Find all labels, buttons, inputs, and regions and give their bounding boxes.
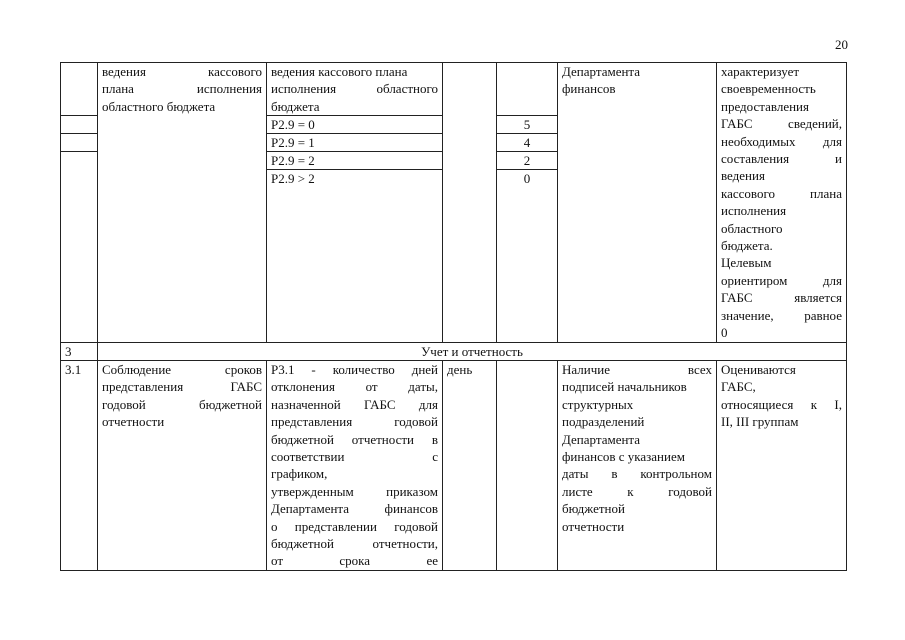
comment-line: своевременность <box>721 81 816 97</box>
formula-line: бюджетной отчетности, <box>271 535 438 551</box>
formula-line: утвержденным приказом <box>271 483 438 499</box>
comment-line: бюджета. <box>721 238 773 254</box>
score-cell <box>497 360 558 569</box>
criterion-name-line: отчетности <box>102 414 165 430</box>
score-value: 0 <box>497 169 557 187</box>
source-line: финансов с указанием <box>562 448 685 464</box>
source-line: структурных <box>562 396 634 412</box>
section-row <box>61 342 847 360</box>
source-cell <box>558 360 717 569</box>
formula-line: Р3.1 - количество дней <box>271 361 438 377</box>
source-line: подразделений <box>562 414 645 430</box>
source-line: даты в контрольном <box>562 466 712 482</box>
comment-line: Целевым <box>721 255 772 271</box>
comment-line: ГАБС является <box>721 290 842 306</box>
formula-line: назначенной ГАБС для <box>271 396 438 412</box>
comment-line: II, III группам <box>721 414 799 430</box>
criterion-name-line: годовой бюджетной <box>102 396 262 412</box>
formula-line: Департамента финансов <box>271 501 438 517</box>
formula-line: графиком, <box>271 466 328 482</box>
comment-line: ведения <box>721 168 765 184</box>
section-number: 3 <box>61 342 98 360</box>
comment-line: предоставления <box>721 98 809 114</box>
comment-line: кассового плана <box>721 185 842 201</box>
formula-line: соответствии с <box>271 448 438 464</box>
comment-line: ГАБС, <box>721 379 756 395</box>
comment-line: значение, равное <box>721 307 842 323</box>
row-number-cell <box>61 63 98 343</box>
criterion-name-line: Соблюдение сроков <box>102 361 262 377</box>
score-cell <box>497 63 558 343</box>
score-value: 2 <box>497 151 557 169</box>
criterion-name-line: областного бюджета <box>102 98 216 114</box>
comment-line: составления и <box>721 151 842 167</box>
table-bottom-border <box>61 570 847 571</box>
comment-line: Оцениваются <box>721 361 796 377</box>
formula-option: Р2.9 = 2 <box>267 151 442 169</box>
formula-cell <box>267 360 443 569</box>
comment-line: 0 <box>721 325 728 341</box>
row-number: 3.1 <box>61 360 98 569</box>
formula-line: о представлении годовой <box>271 518 438 534</box>
source-line: Департамента <box>562 64 641 79</box>
formula-cell <box>267 63 443 343</box>
formula-line: отклонения от даты, <box>271 379 438 395</box>
criterion-name-cell <box>98 360 267 569</box>
score-value: 5 <box>497 115 557 133</box>
source-line: бюджетной <box>562 501 625 517</box>
source-line: подписей начальников <box>562 379 687 395</box>
source-line: листе к годовой <box>562 483 712 499</box>
criterion-name-cell <box>98 63 267 343</box>
comment-line: ГАБС сведений, <box>721 116 842 132</box>
comment-line: ориентиром для <box>721 272 842 288</box>
formula-option: Р2.9 = 1 <box>267 133 442 151</box>
comment-line: относящиеся к I, <box>721 396 842 412</box>
comment-line: необходимых для <box>721 133 842 149</box>
section-title: Учет и отчетность <box>98 342 847 360</box>
source-line: Департамента <box>562 431 641 447</box>
comment-cell <box>717 63 847 343</box>
formula-line: представления годовой <box>271 414 438 430</box>
comment-cell <box>717 360 847 569</box>
source-line: финансов <box>562 81 616 97</box>
formula-line: бюджета <box>271 98 320 114</box>
criterion-name-line: плана исполнения <box>102 81 262 97</box>
source-line: отчетности <box>562 518 625 534</box>
page-number: 20 <box>835 37 848 52</box>
unit-cell <box>443 63 497 343</box>
comment-line: характеризует <box>721 64 800 79</box>
formula-line: ведения кассового плана <box>271 64 408 79</box>
criterion-name-line: ведения кассового <box>102 64 262 79</box>
score-value: 4 <box>497 133 557 151</box>
table-row-3-1 <box>61 360 847 569</box>
formula-line: бюджетной отчетности в <box>271 431 438 447</box>
criteria-table <box>60 62 847 571</box>
formula-option: Р2.9 = 0 <box>267 115 442 133</box>
source-cell <box>558 63 717 343</box>
table-row-continued <box>61 63 847 343</box>
formula-line: от срока ее <box>271 553 438 569</box>
formula-option: Р2.9 > 2 <box>267 169 442 187</box>
source-line: Наличие всех <box>562 361 712 377</box>
formula-line: исполнения областного <box>271 81 438 97</box>
comment-line: областного <box>721 220 783 236</box>
criterion-name-line: представления ГАБС <box>102 379 262 395</box>
comment-line: исполнения <box>721 203 787 219</box>
unit-cell: день <box>443 360 497 569</box>
